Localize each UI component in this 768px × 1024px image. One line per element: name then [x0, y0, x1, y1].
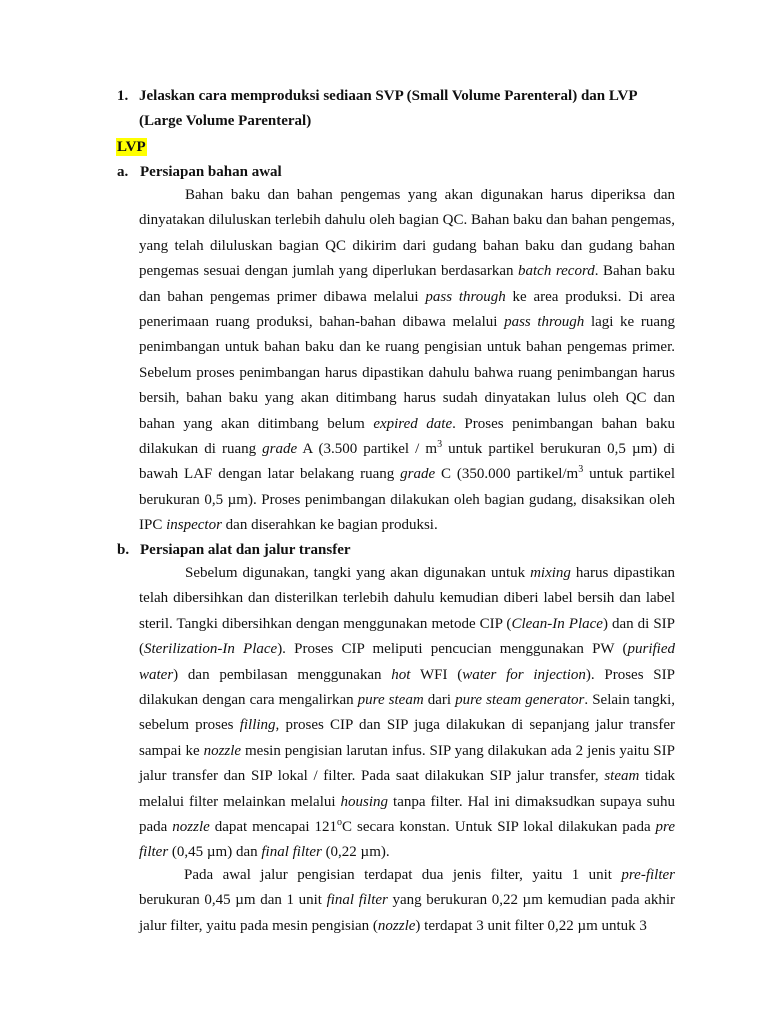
- section-b-letter: b.: [117, 542, 130, 558]
- section-a-letter: a.: [117, 164, 129, 180]
- section-a-title: Persiapan bahan awal: [140, 164, 282, 180]
- section-b-paragraph-1: Sebelum digunakan, tangki yang akan digunakan untuk mixing harus dipastikan telah dibersihkan dan disterilkan terlebih dahulu kemudian diberi label bersih dan label steril. Tangki dibersihkan dengan menggunakan metode CIP (Clean-In Place) dan di SIP (Sterilization-In Place). Proses CIP meliputi pencucian menggunakan PW (purified water) dan pembilasan menggunakan hot WFI (water for injection). Proses SIP dilakukan dengan cara mengalirkan pure steam dari pure steam generator. Selain tangki, sebelum proses filling, proses CIP dan SIP juga dilakukan di sepanjang jalur transfer sampai ke nozzle mesin pengisian larutan infus. SIP yang dilakukan ada 2 jenis yaitu SIP jalur transfer dan SIP lokal / filter. Pada saat dilakukan SIP jalur transfer, steam tidak melalui filter melainkan melalui housing tanpa filter. Hal ini dimaksudkan supaya suhu pada nozzle dapat mencapai 121$^o$C secara konstan. Untuk SIP lokal dilakukan pada pre filter (0,45 µm) dan final filter (0,22 µm).: [139, 565, 676, 861]
- section-b-heading: [117, 540, 351, 560]
- section-a-heading: [117, 162, 282, 182]
- question-number: 1.: [117, 88, 129, 104]
- question-text: Jelaskan cara memproduksi sediaan SVP (Small Volume Parenteral) dan LVP (Large Volume Parenteral): [139, 88, 637, 129]
- section-b-paragraph-2: Pada awal jalur pengisian terdapat dua jenis filter, yaitu 1 unit pre-filter berukuran 0,45 µm dan 1 unit final filter yang berukuran 0,22 µm kemudian pada akhir jalur filter, yaitu pada mesin pengisian (nozzle) terdapat 3 unit filter 0,22 µm untuk 3: [139, 867, 676, 934]
- section-b-title: Persiapan alat dan jalur transfer: [140, 542, 351, 558]
- section-a-paragraph: Bahan baku dan bahan pengemas yang akan digunakan harus diperiksa dan dinyatakan diluluskan terlebih dahulu oleh bagian QC. Bahan baku dan bahan pengemas, yang telah diluluskan bagian QC dikirim dari gudang bahan baku dan gudang bahan pengemas sesuai dengan jumlah yang diperlukan berdasarkan batch record. Bahan baku dan bahan pengemas primer dibawa melalui pass through ke area produksi. Di area penerimaan ruang produksi, bahan-bahan dibawa melalui pass through lagi ke ruang penimbangan untuk bahan baku dan ke ruang pengisian untuk bahan pengemas primer. Sebelum proses penimbangan harus dipastikan dahulu bahwa ruang penimbangan harus bersih, bahan baku yang akan ditimbang harus sudah dinyatakan lulus oleh QC dan bahan yang akan ditimbang belum expired date. Proses penimbangan bahan baku dilakukan di ruang grade A (3.500 partikel / $m^3$ untuk partikel berukuran 0,5 µm) di bawah LAF dengan latar belakang ruang grade C (350.000 partikel/$m^3$ untuk partikel berukuran 0,5 µm). Proses penimbangan dilakukan oleh bagian gudang, disaksikan oleh IPC inspector dan diserahkan ke bagian produksi.: [139, 187, 676, 534]
- lvp-highlight-label: LVP: [117, 139, 146, 155]
- question-heading: [117, 84, 677, 134]
